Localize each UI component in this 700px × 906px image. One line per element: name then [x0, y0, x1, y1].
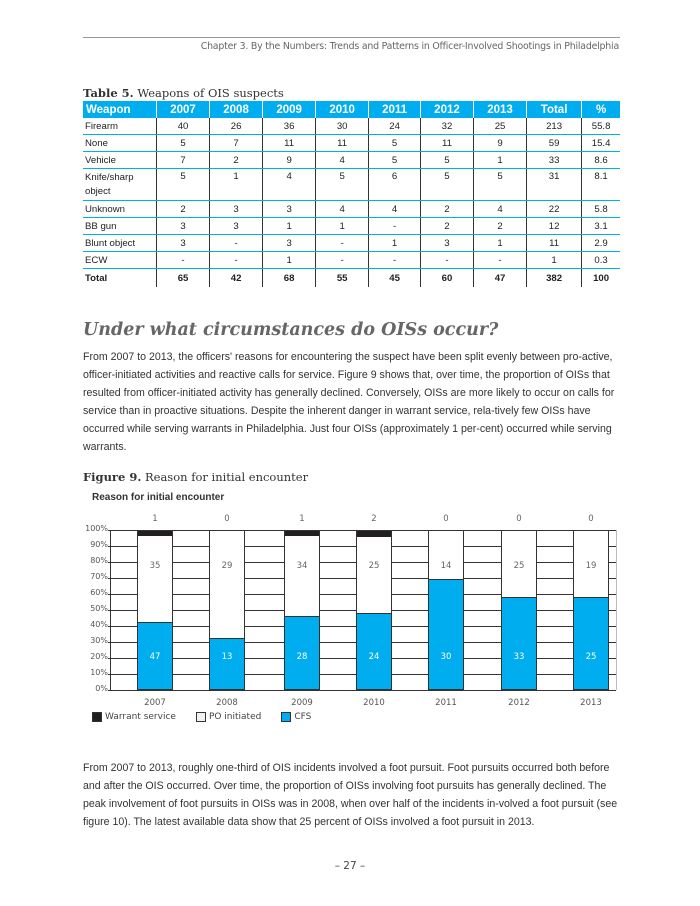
warrant-value-label: 2 — [371, 514, 377, 524]
bar-2013 — [573, 530, 609, 690]
table-cell: 25 — [474, 118, 527, 135]
x-tick-label: 2007 — [144, 698, 166, 708]
table-cell: - — [369, 252, 421, 269]
table-cell: 15.4 — [582, 135, 620, 152]
page-number: – 27 – — [334, 860, 366, 872]
body-paragraph: From 2007 to 2013, the officers' reasons for encountering the suspect have been split evenly between pro-active, officer-initiated activities and reactive calls for service. Figure 9 shows that, over time, the proportion of OISs that resulted from officer-initiated activity has generally declined. Conversely, OISs are more likely to occur on calls for service than in proactive situations. Despite the inherent danger in warrant service, rela-tively few OISs have occurred while serving warrants in Philadelphia. Just four OISs (approximately 1 per-cent) occurred while serving warrants. — [83, 351, 615, 453]
bar-2010 — [356, 530, 392, 690]
y-tick-label: 20% — [90, 652, 108, 661]
cfs-value-label: 47 — [149, 652, 161, 662]
figure-caption — [83, 470, 308, 484]
table-cell: 36 — [263, 118, 316, 135]
table-cell: 12 — [527, 218, 582, 235]
legend-label: PO initiated — [208, 712, 262, 722]
table-cell: 4 — [263, 169, 316, 201]
table-cell: 9 — [474, 135, 527, 152]
table-cell: - — [210, 252, 263, 269]
table-cell: 5 — [474, 169, 527, 201]
cfs-value-label: 33 — [513, 652, 525, 662]
y-tick-label: 0% — [95, 684, 108, 693]
y-tick-label: 70% — [90, 572, 108, 581]
row-label: Blunt object — [83, 235, 157, 252]
table-cell: 8.6 — [582, 152, 620, 169]
table-cell: 11 — [316, 135, 369, 152]
table-row — [83, 135, 620, 152]
y-tick-label: 30% — [90, 636, 108, 645]
bar-segment-warrant — [138, 531, 172, 536]
y-axis — [110, 530, 111, 690]
warrant-value-label: 1 — [299, 514, 305, 524]
table-cell: 1 — [263, 252, 316, 269]
table-cell: 1 — [210, 169, 263, 201]
row-label: Vehicle — [83, 152, 157, 169]
x-tick-label: 2009 — [291, 698, 313, 708]
po-value-label: 29 — [221, 560, 233, 571]
table-cell: 1 — [263, 218, 316, 235]
table-cell: 11 — [420, 135, 473, 152]
column-header: 2010 — [316, 101, 369, 118]
table-cell: 1 — [527, 252, 582, 269]
x-tick-label: 2012 — [508, 698, 530, 708]
y-tick-label: 80% — [90, 556, 108, 565]
warrant-value-label: 0 — [516, 514, 522, 524]
row-label: Unknown — [83, 201, 157, 218]
table-cell: 26 — [210, 118, 263, 135]
table-cell: 382 — [527, 269, 582, 288]
table-cell: 2 — [157, 201, 210, 218]
table-caption — [83, 86, 284, 100]
table-row — [83, 118, 620, 135]
x-tick-label: 2008 — [216, 698, 238, 708]
table-cell: 2 — [420, 201, 473, 218]
table-cell: 5 — [369, 152, 421, 169]
table-cell: 30 — [316, 118, 369, 135]
table-cell: 100 — [582, 269, 620, 288]
row-label: ECW — [83, 252, 157, 269]
column-header: 2009 — [263, 101, 316, 118]
row-label: Total — [85, 272, 108, 284]
table-cell: 7 — [210, 135, 263, 152]
cfs-value-label: 28 — [296, 652, 308, 662]
table-cell: 2 — [474, 218, 527, 235]
figure-caption-text: Reason for initial encounter — [144, 470, 309, 484]
warrant-value-label: 0 — [443, 514, 449, 524]
table-row — [83, 269, 620, 288]
bar-segment-warrant — [285, 531, 319, 536]
warrant-value-label: 0 — [224, 514, 230, 524]
column-header: Weapon — [83, 101, 157, 118]
table-cell: 4 — [316, 201, 369, 218]
table-cell: 11 — [263, 135, 316, 152]
column-header: 2012 — [420, 101, 473, 118]
table-cell: 5 — [420, 152, 473, 169]
weapons-table — [83, 101, 620, 287]
table-cell: 5 — [369, 135, 421, 152]
cfs-value-label: 13 — [221, 652, 233, 662]
x-tick-label: 2011 — [435, 698, 457, 708]
column-header: 2008 — [210, 101, 263, 118]
table-cell: 5 — [316, 169, 369, 201]
stacked-bar-chart — [70, 510, 630, 730]
table-cell: 3 — [420, 235, 473, 252]
table-cell: - — [369, 218, 421, 235]
bar-segment-cfs — [357, 613, 391, 689]
legend-swatch-po — [196, 712, 206, 722]
table-row — [83, 218, 620, 235]
table-cell: 6 — [369, 169, 421, 201]
bar-2007 — [137, 530, 173, 690]
y-tick-label: 40% — [90, 620, 108, 629]
gridline — [108, 690, 616, 691]
po-value-label: 35 — [149, 560, 161, 571]
table-cell: 1 — [474, 152, 527, 169]
table-cell: 4 — [316, 152, 369, 169]
column-header: 2007 — [157, 101, 210, 118]
bar-2012 — [501, 530, 537, 690]
table-row — [83, 235, 620, 252]
table-cell: 40 — [157, 118, 210, 135]
table-cell: 60 — [420, 269, 473, 288]
table-cell: 7 — [157, 152, 210, 169]
table-cell: 5.8 — [582, 201, 620, 218]
table-cell: 3 — [210, 218, 263, 235]
table-cell: 3 — [263, 201, 316, 218]
y-tick-label: 90% — [90, 540, 108, 549]
table-cell: 55 — [316, 269, 369, 288]
table-cell: - — [420, 252, 473, 269]
table-cell: 1 — [474, 235, 527, 252]
chart-legend — [92, 712, 331, 722]
po-value-label: 14 — [440, 560, 452, 571]
table-cell: 213 — [527, 118, 582, 135]
table-cell: 11 — [527, 235, 582, 252]
bar-2011 — [428, 530, 464, 690]
table-cell: 1 — [369, 235, 421, 252]
table-cell: 32 — [420, 118, 473, 135]
legend-swatch-cfs — [281, 712, 291, 722]
section-heading: Under what circumstances do OISs occur? — [83, 320, 499, 340]
po-value-label: 25 — [513, 560, 525, 571]
table-cell: 31 — [527, 169, 582, 201]
row-label: Knife/sharp object — [83, 169, 157, 201]
table-row — [83, 252, 620, 269]
warrant-value-label: 1 — [152, 514, 158, 524]
table-cell: 4 — [369, 201, 421, 218]
column-header: % — [582, 101, 620, 118]
table-cell: 42 — [210, 269, 263, 288]
table-cell: 3 — [263, 235, 316, 252]
column-header: Total — [527, 101, 582, 118]
chart-title: Reason for initial encounter — [92, 492, 225, 503]
legend-label: CFS — [294, 712, 312, 722]
row-label: None — [83, 135, 157, 152]
running-header: Chapter 3. By the Numbers: Trends and Patterns in Officer-Involved Shootings in Philadelphia — [200, 41, 619, 52]
warrant-value-label: 0 — [588, 514, 594, 524]
table-cell: 47 — [474, 269, 527, 288]
table-cell: 3 — [157, 218, 210, 235]
table-cell: 9 — [263, 152, 316, 169]
table-row — [83, 201, 620, 218]
po-value-label: 34 — [296, 560, 308, 571]
column-header: 2011 — [369, 101, 421, 118]
figure-label: Figure 9. — [83, 470, 142, 484]
table-cell: 24 — [369, 118, 421, 135]
table-cell: 68 — [263, 269, 316, 288]
bar-segment-cfs — [429, 579, 463, 689]
bar-segment-cfs — [210, 638, 244, 689]
table-cell: 3 — [157, 235, 210, 252]
cfs-value-label: 25 — [585, 652, 597, 662]
bar-segment-warrant — [357, 531, 391, 537]
y-tick-label: 60% — [90, 588, 108, 597]
table-row — [83, 152, 620, 169]
table-cell: 22 — [527, 201, 582, 218]
table-cell: 2.9 — [582, 235, 620, 252]
legend-label: Warrant service — [105, 712, 176, 722]
table-cell: - — [474, 252, 527, 269]
column-header: 2013 — [474, 101, 527, 118]
table-cell: 65 — [157, 269, 210, 288]
legend-item-cfs — [281, 712, 311, 722]
table-cell: - — [210, 235, 263, 252]
table-cell: 2 — [420, 218, 473, 235]
bar-segment-cfs — [574, 597, 608, 689]
table-label: Table 5. — [83, 86, 134, 100]
header-rule — [83, 37, 620, 38]
table-cell: 2 — [210, 152, 263, 169]
legend-item-warrant — [92, 712, 176, 722]
bar-segment-cfs — [502, 597, 536, 689]
table-row — [83, 169, 620, 201]
table-cell: 3.1 — [582, 218, 620, 235]
y-tick-label: 50% — [90, 604, 108, 613]
table-cell: 5 — [420, 169, 473, 201]
legend-item-po — [196, 712, 261, 722]
table-cell: 4 — [474, 201, 527, 218]
body-paragraph: From 2007 to 2013, roughly one-third of OIS incidents involved a foot pursuit. Foot pursuits occurred both before and after the OIS occurred. Over time, the proportion of OISs involving foot pursuits has generally declined. The peak involvement of foot pursuits in OISs was in 2008, when over half of the incidents in-volved a foot pursuit (see figure 10). The latest available data show that 25 percent of OISs involved a foot pursuit in 2013. — [83, 762, 618, 828]
po-value-label: 19 — [585, 560, 597, 571]
table-cell: - — [316, 235, 369, 252]
table-cell: 33 — [527, 152, 582, 169]
right-edge — [616, 530, 617, 690]
table-cell: - — [316, 252, 369, 269]
po-value-label: 25 — [368, 560, 380, 571]
x-tick-label: 2013 — [580, 698, 602, 708]
legend-swatch-warrant — [92, 712, 102, 722]
table-cell: 8.1 — [582, 169, 620, 201]
table-cell: 0.3 — [582, 252, 620, 269]
row-label: Firearm — [83, 118, 157, 135]
cfs-value-label: 24 — [368, 652, 380, 662]
y-tick-label: 100% — [85, 524, 108, 533]
table-cell: 45 — [369, 269, 421, 288]
table-cell: 5 — [157, 169, 210, 201]
cfs-value-label: 30 — [440, 652, 452, 662]
bar-2008 — [209, 530, 245, 690]
x-tick-label: 2010 — [363, 698, 385, 708]
row-label: BB gun — [83, 218, 157, 235]
table-cell: 59 — [527, 135, 582, 152]
bar-2009 — [284, 530, 320, 690]
table-cell: 1 — [316, 218, 369, 235]
y-tick-label: 10% — [90, 668, 108, 677]
table-header-row — [83, 101, 620, 118]
table-cell: 5 — [157, 135, 210, 152]
table-cell: 55.8 — [582, 118, 620, 135]
table-cell: 3 — [210, 201, 263, 218]
table-caption-text: Weapons of OIS suspects — [137, 86, 284, 100]
table-cell: - — [157, 252, 210, 269]
